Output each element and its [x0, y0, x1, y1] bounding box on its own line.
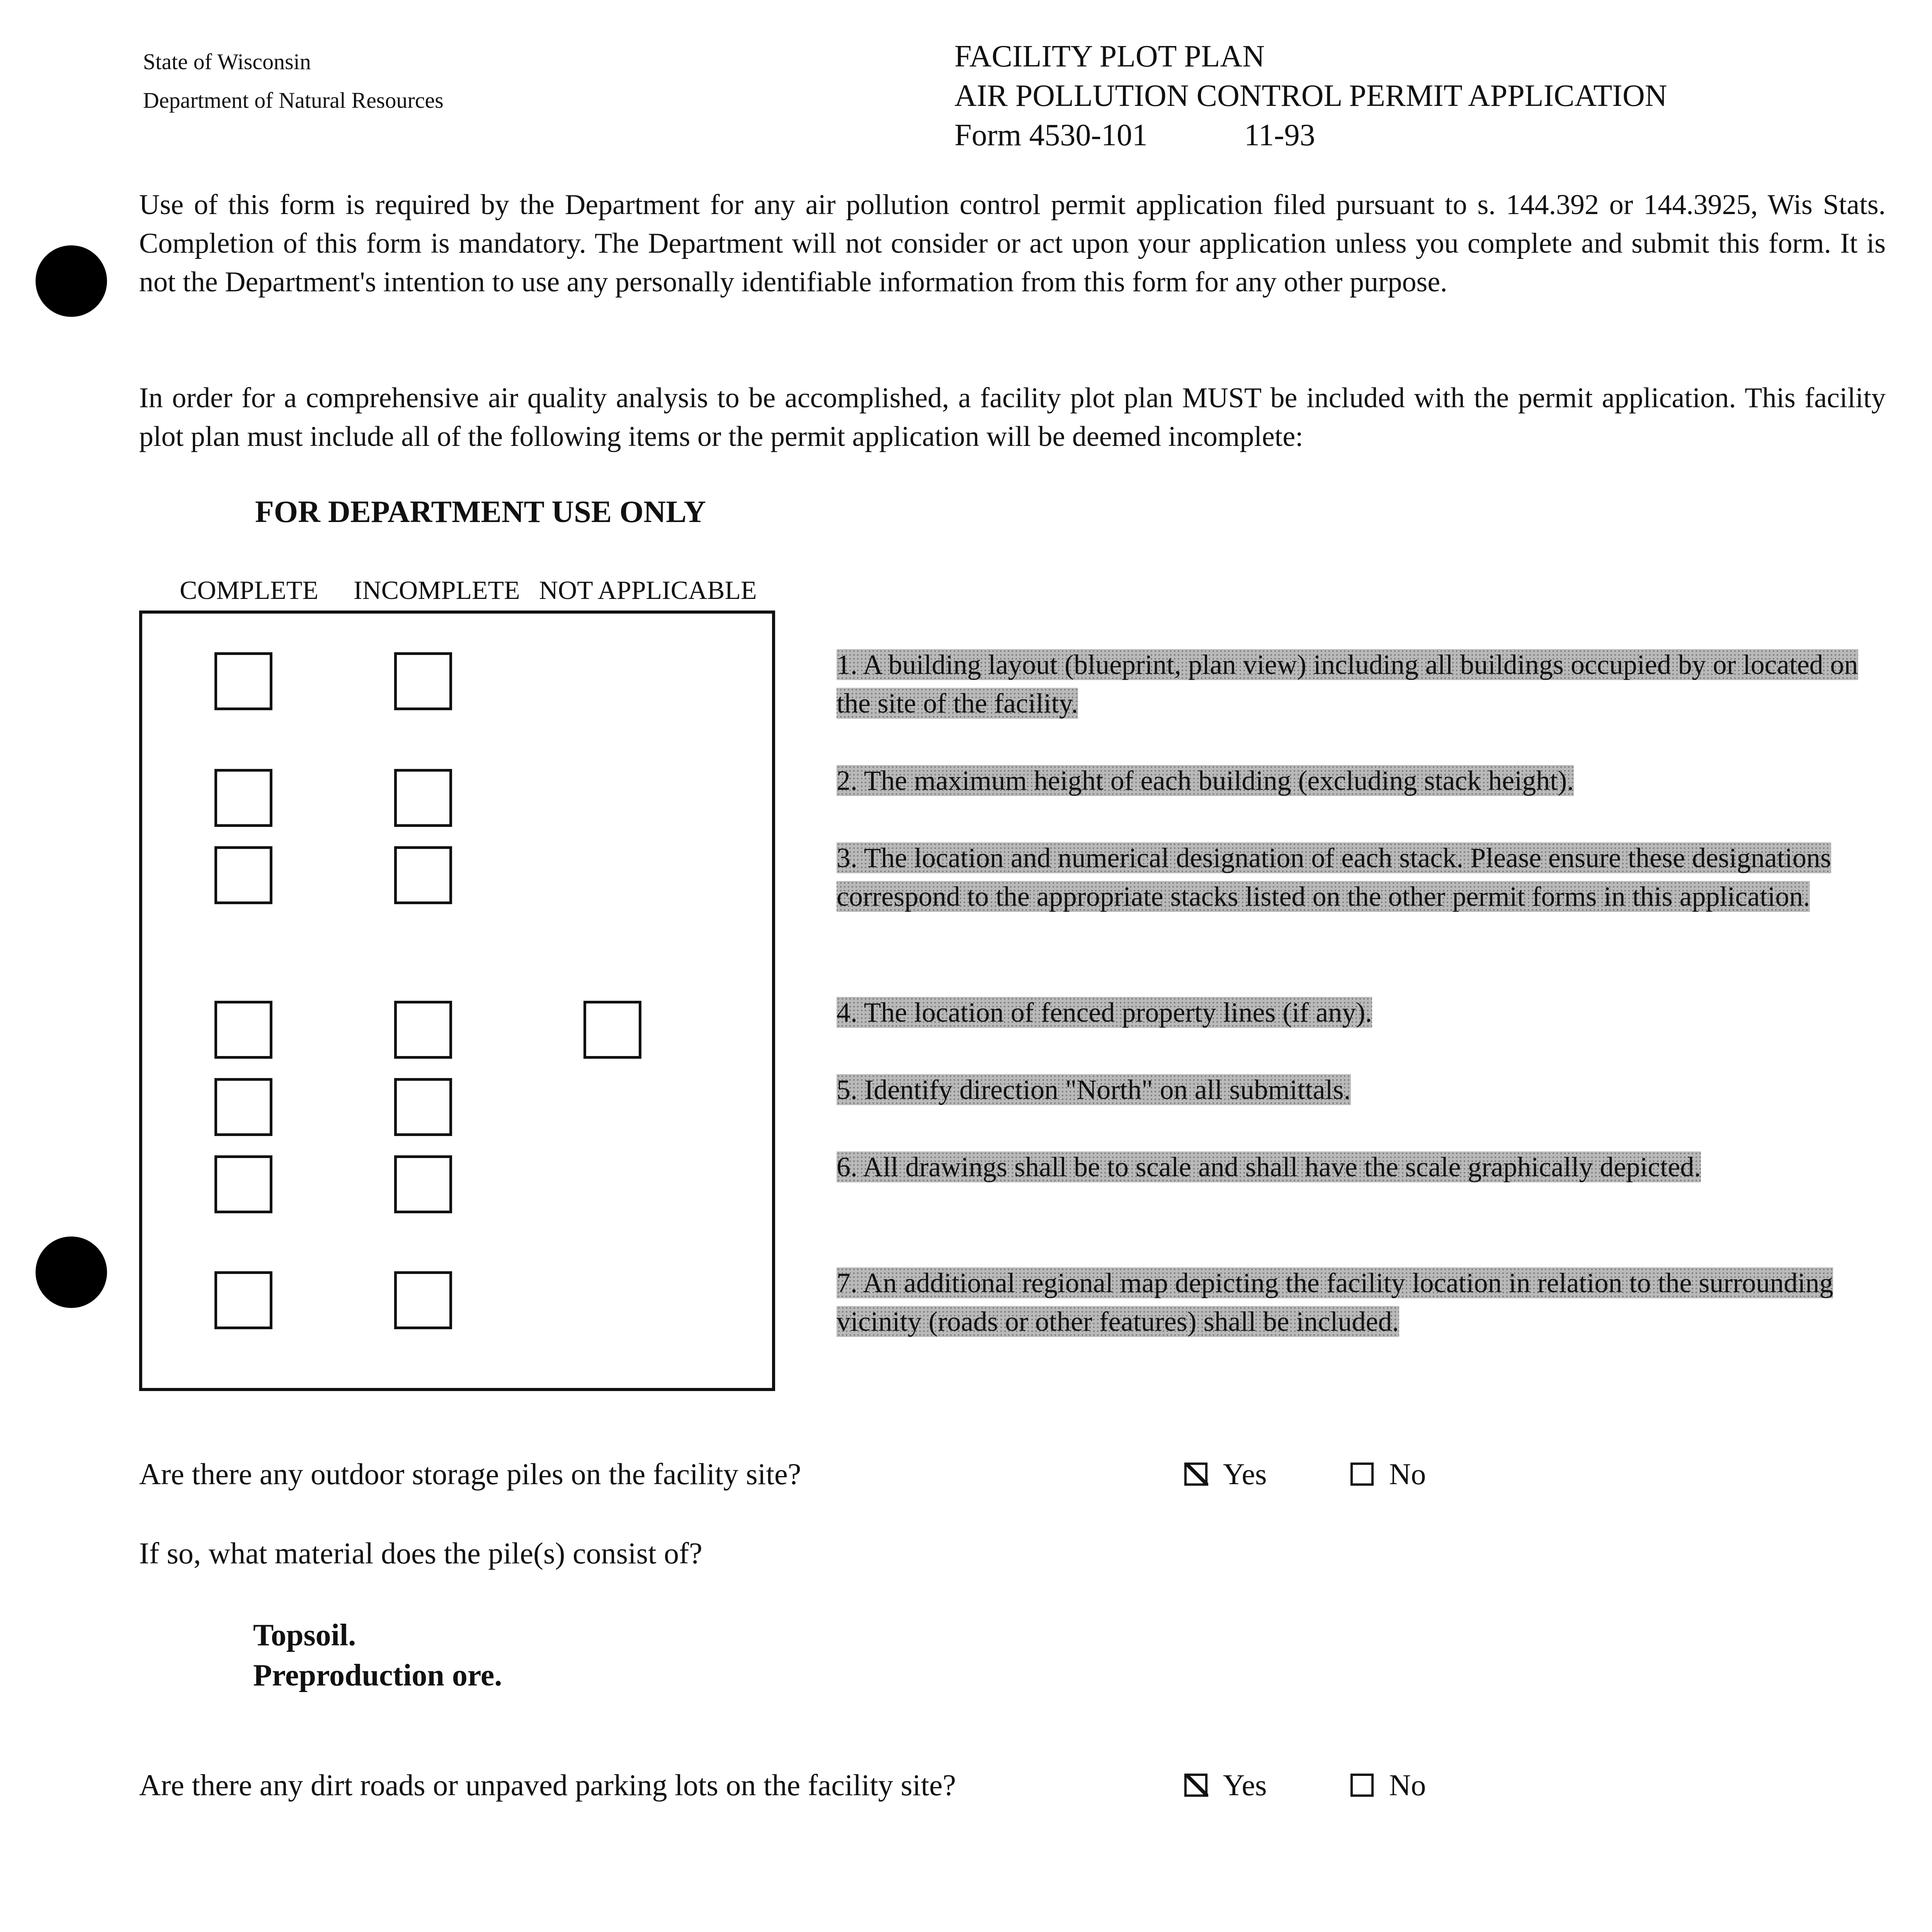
- intro-paragraph: Use of this form is required by the Department for any air pollution control permit application filed pursuant to s. 144.392 or 144.3925, Wis Stats. Completion of this form is mandatory. The Department will not consider or act upon your application unless you complete and submit this form. It is not the Department's intention to use any personally identifiable information from this form for any other purpose.: [139, 189, 1886, 298]
- item-text: The location and numerical designation of each stack. Please ensure these designations correspond to the appropriate stacks listed on the other permit forms in this application.: [837, 842, 1831, 912]
- storage-piles-question: Are there any outdoor storage piles on the facility site?: [139, 1457, 801, 1491]
- item-text: An additional regional map depicting the facility location in relation to the surrounding vicinity (roads or other features) shall be included.: [837, 1267, 1833, 1337]
- item-number: 7.: [837, 1267, 857, 1298]
- dirt-roads-no-checkbox[interactable]: [1350, 1774, 1374, 1797]
- storage-piles-no-checkbox[interactable]: [1350, 1463, 1374, 1486]
- item-text: The maximum height of each building (excluding stack height).: [864, 765, 1574, 796]
- dirt-roads-yes-checkbox[interactable]: [1184, 1774, 1208, 1797]
- incomplete-checkbox-4[interactable]: [394, 1001, 452, 1059]
- department-name: Department of Natural Resources: [143, 88, 444, 113]
- requirement-item-4: [837, 993, 1895, 1032]
- column-incomplete: INCOMPLETE: [354, 575, 520, 605]
- yes-label: Yes: [1223, 1768, 1267, 1802]
- requirement-item-3: [837, 838, 1895, 916]
- column-complete: COMPLETE: [180, 575, 318, 605]
- incomplete-checkbox-5[interactable]: [394, 1078, 452, 1136]
- incomplete-checkbox-7[interactable]: [394, 1271, 452, 1329]
- requirement-item-7: [837, 1264, 1895, 1341]
- column-not-applicable: NOT APPLICABLE: [539, 575, 757, 605]
- form-subtitle: AIR POLLUTION CONTROL PERMIT APPLICATION: [954, 79, 1667, 113]
- storage-piles-yes-checkbox[interactable]: [1184, 1463, 1208, 1486]
- item-text: Identify direction "North" on all submittals.: [864, 1074, 1351, 1105]
- item-text: A building layout (blueprint, plan view) including all buildings occupied by or located on the site of the facility.: [837, 649, 1858, 719]
- form-title-block: [954, 37, 1667, 155]
- incomplete-checkbox-6[interactable]: [394, 1155, 452, 1213]
- complete-checkbox-4[interactable]: [214, 1001, 272, 1059]
- complete-checkbox-1[interactable]: [214, 652, 272, 710]
- requirement-item-5: [837, 1070, 1895, 1109]
- incomplete-checkbox-1[interactable]: [394, 652, 452, 710]
- dirt-roads-no[interactable]: [1350, 1768, 1426, 1803]
- no-label: No: [1389, 1457, 1426, 1491]
- state-name: State of Wisconsin: [143, 49, 311, 74]
- item-number: 1.: [837, 649, 857, 680]
- punch-hole-top: [36, 245, 107, 317]
- item-number: 2.: [837, 765, 857, 796]
- not-applicable-checkbox-4[interactable]: [583, 1001, 641, 1059]
- complete-checkbox-7[interactable]: [214, 1271, 272, 1329]
- item-number: 6.: [837, 1151, 857, 1182]
- item-text: All drawings shall be to scale and shall have the scale graphically depicted.: [863, 1151, 1701, 1182]
- punch-hole-middle: [36, 1236, 107, 1308]
- incomplete-checkbox-3[interactable]: [394, 846, 452, 904]
- item-number: 3.: [837, 842, 857, 873]
- item-number: 4.: [837, 997, 857, 1028]
- form-title: FACILITY PLOT PLAN: [954, 39, 1265, 73]
- pile-material-answers: [253, 1615, 502, 1696]
- storage-piles-yes[interactable]: [1184, 1457, 1267, 1492]
- complete-checkbox-5[interactable]: [214, 1078, 272, 1136]
- requirement-item-6: [837, 1148, 1895, 1186]
- item-number: 5.: [837, 1074, 857, 1105]
- requirement-item-1: [837, 645, 1895, 723]
- agency-block: [143, 43, 444, 120]
- yes-label: Yes: [1223, 1457, 1267, 1491]
- complete-checkbox-3[interactable]: [214, 846, 272, 904]
- requirement-paragraph: In order for a comprehensive air quality analysis to be accomplished, a facility plot plan MUST be included with the permit application. This facility plot plan must include all of the following items or the permit application will be deemed incomplete:: [139, 382, 1886, 452]
- pile-material-answer-2: Preproduction ore.: [253, 1658, 502, 1692]
- department-use-heading: FOR DEPARTMENT USE ONLY: [255, 495, 706, 529]
- complete-checkbox-6[interactable]: [214, 1155, 272, 1213]
- form-number: Form 4530-101: [954, 118, 1148, 152]
- no-label: No: [1389, 1768, 1426, 1802]
- requirement-item-2: [837, 761, 1895, 800]
- dirt-roads-question: Are there any dirt roads or unpaved parking lots on the facility site?: [139, 1768, 956, 1802]
- pile-material-answer-1: Topsoil.: [253, 1618, 356, 1652]
- item-text: The location of fenced property lines (if any).: [864, 997, 1372, 1028]
- form-date: 11-93: [1244, 118, 1315, 152]
- dirt-roads-yes[interactable]: [1184, 1768, 1267, 1803]
- complete-checkbox-2[interactable]: [214, 769, 272, 827]
- storage-piles-no[interactable]: [1350, 1457, 1426, 1492]
- pile-material-question: If so, what material does the pile(s) consist of?: [139, 1536, 702, 1570]
- incomplete-checkbox-2[interactable]: [394, 769, 452, 827]
- form-id-line: [954, 116, 1667, 155]
